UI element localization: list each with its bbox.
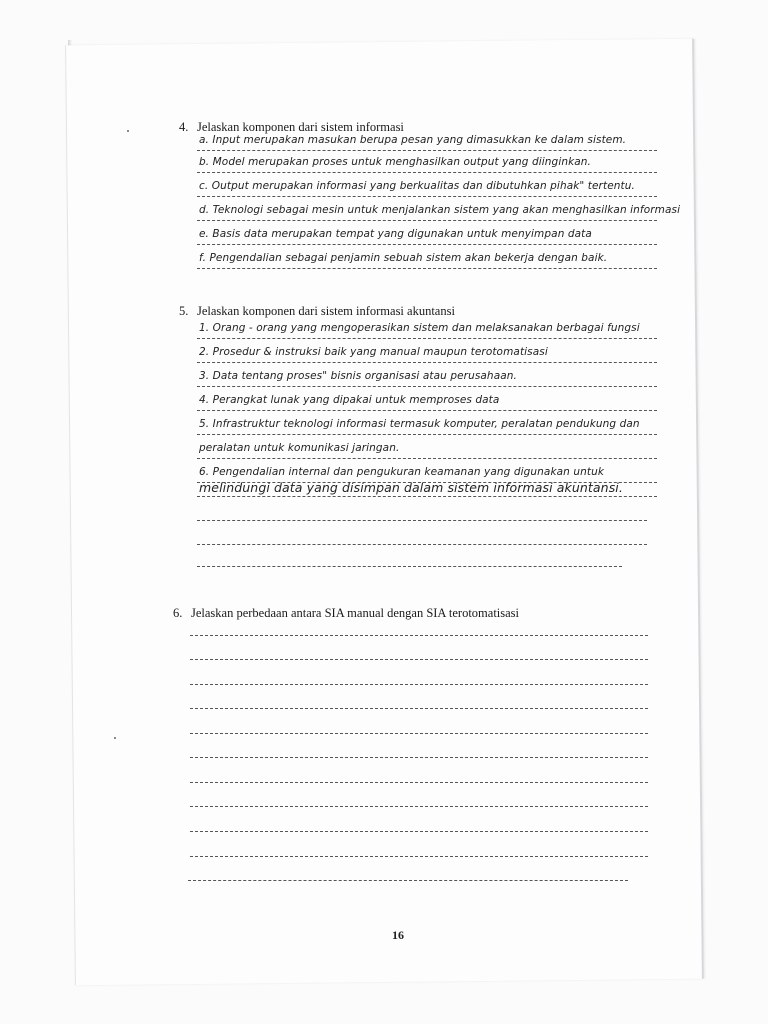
answer-line: d. Teknologi sebagai mesin untuk menjalankan sistem yang akan menghasilkan informasi — [199, 204, 681, 216]
answer-line: melindungi data yang disimpan dalam sistem informasi akuntansi. — [199, 480, 623, 495]
question-number: 6. — [173, 606, 183, 620]
answer-rule — [197, 458, 657, 459]
answer-rule — [190, 782, 648, 783]
question-6 — [173, 606, 519, 621]
answer-rule — [197, 172, 657, 173]
answer-rule — [197, 520, 647, 521]
answer-rule — [197, 150, 657, 151]
answer-rule — [197, 544, 647, 545]
question-number: 4. — [179, 120, 189, 134]
answer-rule — [190, 831, 648, 832]
answer-line: e. Basis data merupakan tempat yang digunakan untuk menyimpan data — [199, 228, 592, 240]
answer-rule — [197, 196, 657, 197]
answer-rule — [190, 757, 648, 758]
answer-line: 6. Pengendalian internal dan pengukuran keamanan yang digunakan untuk — [199, 466, 605, 478]
question-text: Jelaskan perbedaan antara SIA manual dengan SIA terotomatisasi — [191, 606, 520, 620]
answer-rule — [197, 410, 657, 411]
answer-rule — [197, 496, 657, 497]
answer-rule — [197, 268, 657, 269]
answer-line: 3. Data tentang proses" bisnis organisasi atau perusahaan. — [199, 370, 517, 382]
question-text: Jelaskan komponen dari sistem informasi — [197, 120, 404, 134]
answer-line: 4. Perangkat lunak yang dipakai untuk memproses data — [199, 394, 500, 406]
answer-rule — [190, 684, 648, 685]
answer-line: 2. Prosedur & instruksi baik yang manual maupun terotomatisasi — [199, 346, 548, 358]
answer-rule — [197, 338, 657, 339]
question-4 — [179, 120, 404, 135]
page-number: 16 — [392, 928, 404, 942]
answer-line: a. Input merupakan masukan berupa pesan yang dimasukkan ke dalam sistem. — [199, 134, 627, 146]
answer-rule — [197, 362, 657, 363]
answer-rule — [190, 856, 648, 857]
answer-line: b. Model merupakan proses untuk menghasilkan output yang diinginkan. — [199, 156, 591, 168]
answer-rule — [190, 659, 648, 660]
answer-rule — [188, 880, 628, 881]
answer-rule — [197, 220, 657, 221]
scan-speck — [114, 737, 116, 739]
scan-speck — [127, 130, 129, 132]
answer-rule — [197, 386, 657, 387]
answer-rule — [190, 733, 648, 734]
answer-line: c. Output merupakan informasi yang berkualitas dan dibutuhkan pihak" tertentu. — [199, 180, 635, 192]
answer-line: 5. Infrastruktur teknologi informasi termasuk komputer, peralatan pendukung dan — [199, 418, 640, 430]
question-number: 5. — [179, 304, 189, 318]
answer-line: f. Pengendalian sebagai penjamin sebuah sistem akan bekerja dengan baik. — [199, 252, 608, 264]
answer-rule — [190, 635, 648, 636]
answer-line: 1. Orang - orang yang mengoperasikan sistem dan melaksanakan berbagai fungsi — [199, 322, 640, 334]
question-text: Jelaskan komponen dari sistem informasi akuntansi — [197, 304, 455, 318]
answer-rule — [190, 806, 648, 807]
answer-rule — [197, 566, 622, 567]
question-5 — [179, 304, 455, 319]
answer-rule — [190, 708, 648, 709]
answer-rule — [197, 244, 657, 245]
answer-line: peralatan untuk komunikasi jaringan. — [199, 442, 400, 454]
answer-rule — [197, 434, 657, 435]
